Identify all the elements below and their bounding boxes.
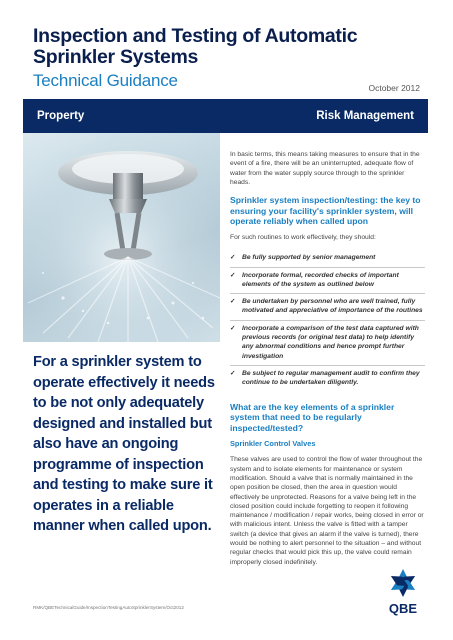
intro-paragraph: In basic terms, this means taking measures to ensure that in the event of a fire, there will be an uninterrupted, adequate flow of water from the water supply source through to the sprinkler heads. (230, 151, 420, 186)
subheading-control-valves: Sprinkler Control Valves (230, 439, 316, 449)
logo-wordmark: QBE (388, 601, 418, 616)
document-subtitle: Technical Guidance (33, 71, 178, 90)
checklist-lead-in: For such routines to work effectively, they should: (230, 233, 376, 241)
pull-quote: For a sprinkler system to operate effectively it needs to be not only adequately designed and installed but also have an ongoing programme of inspection and testing to make sure it operates in a reliable manner when called upon. (33, 354, 215, 534)
list-item-text: Incorporate a comparison of the test data captured with previous records (or original test data) to help identify any abnormal conditions and hence prompt further investigation (242, 324, 419, 360)
section-heading-key-elements: What are the key elements of a sprinkler system that need to be regularly inspected/tested? (230, 401, 395, 433)
list-item (230, 321, 425, 366)
band-label-property: Property (37, 110, 85, 122)
list-item-text: Be undertaken by personnel who are well trained, fully motivated and appreciative of importance of the routines (242, 298, 423, 315)
title-line-1: Inspection and Testing of Automatic (33, 25, 358, 47)
publication-date: October 2012 (368, 83, 420, 93)
requirements-checklist (230, 250, 425, 391)
check-icon: ✓ (230, 298, 236, 306)
qbe-logo (378, 567, 428, 617)
main-column (230, 150, 425, 575)
control-valves-paragraph: These valves are used to control the flow of water throughout the system and to isolate elements for maintenance or system modification. Should a valve that is normally maintained in the open position be closed, then the area in question would effectively be unprotected. Reasons for a valve being left in the closed position could include forgetting to reopen it following maintenance / modification / repair works, being closed in error or with malicious intent. Unless the valve is fitted with a tamper switch (a device that gives an alarm if the valve is turned), there would be nothing to alert personnel to the situation – and without regular checks that would pick this up, the valve could remain improperly closed indefinitely. (230, 456, 424, 566)
list-item-text: Be fully supported by senior management (242, 254, 376, 262)
list-item (230, 268, 425, 295)
band-label-risk-management: Risk Management (316, 110, 414, 122)
list-item (230, 366, 425, 392)
check-icon: ✓ (230, 254, 236, 262)
list-item (230, 250, 425, 267)
list-item-text: Be subject to regular management audit to confirm they continue to be undertaken diligently. (242, 369, 420, 387)
document-reference: RMK/QBETechnicalGuide/InspectionTestingAutoSprinklerSystem/Oct2012 (33, 605, 184, 610)
sprinkler-head-photo (23, 133, 220, 342)
category-band (23, 99, 428, 133)
check-icon: ✓ (230, 271, 236, 279)
list-item-text: Incorporate formal, recorded checks of important elements of the system as outlined below (242, 271, 399, 288)
check-icon: ✓ (230, 369, 236, 377)
section-heading-inspection: Sprinkler system inspection/testing: the key to ensuring your facility's sprinkler system, will operate reliably when called upon (230, 195, 421, 227)
document-title (33, 26, 433, 68)
list-item (230, 294, 425, 321)
title-line-2: Sprinkler Systems (33, 46, 199, 68)
check-icon: ✓ (230, 324, 236, 332)
